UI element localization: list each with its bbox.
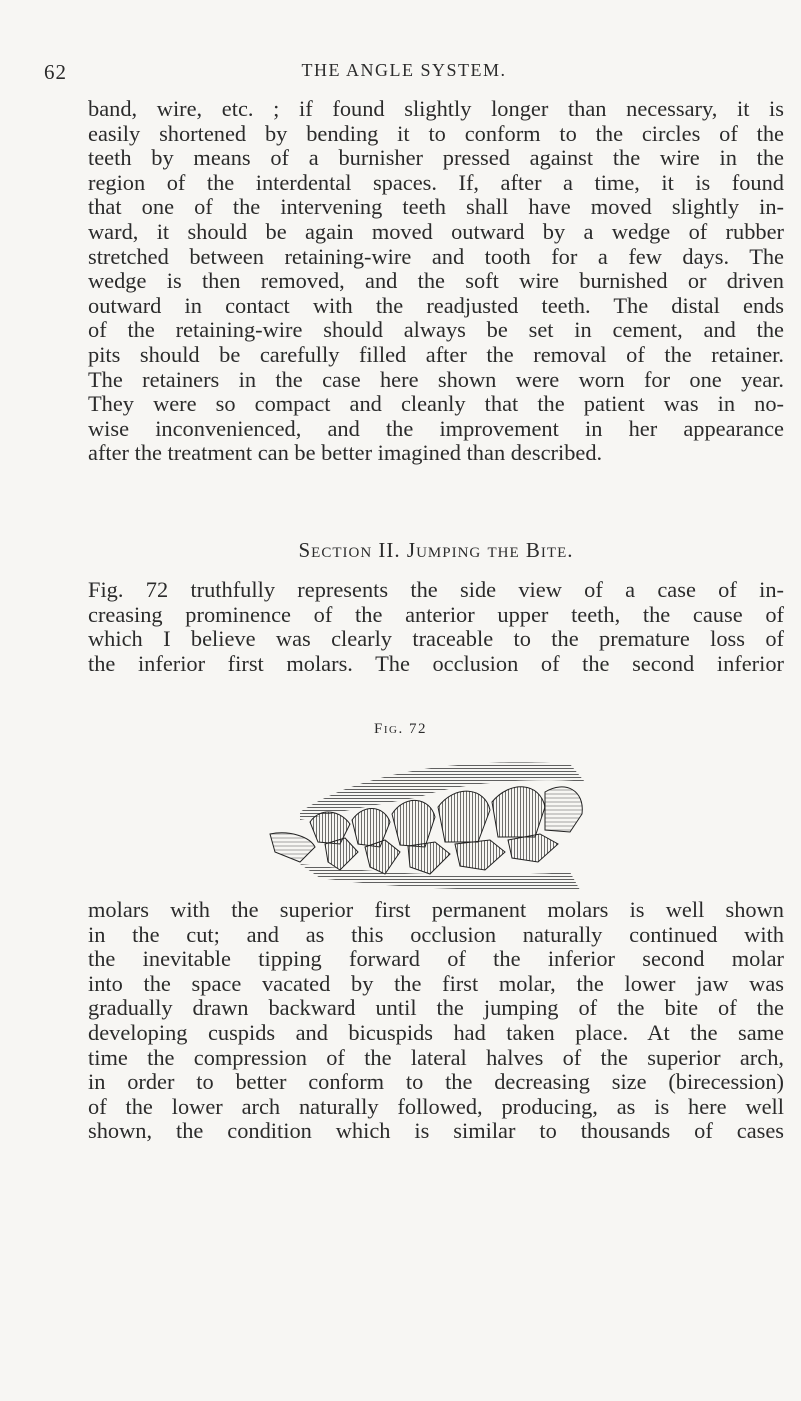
text-line: pits should be carefully filled after the removal of the retainer. <box>88 341 784 367</box>
upper-molar-shape <box>492 787 545 837</box>
text-line: after the treatment can be better imagined than described. <box>88 440 603 466</box>
text-line: developing cuspids and bicuspids had taken place. At the same <box>88 1019 784 1045</box>
text-line: gradually drawn backward until the jumping of the bite of the <box>88 995 784 1021</box>
text-line: wedge is then removed, and the soft wire burnished or driven <box>88 268 784 294</box>
upper-tooth-shape <box>392 800 435 847</box>
paragraph-1 <box>88 97 784 466</box>
text-line: creasing prominence of the anterior upper teeth, the cause of <box>88 601 784 627</box>
text-line: of the lower arch naturally followed, producing, as is here well <box>88 1093 784 1119</box>
teeth-engraving <box>240 752 590 892</box>
text-line: The retainers in the case here shown were worn for one year. <box>88 366 784 392</box>
text-line: the inevitable tipping forward of the inferior second molar <box>88 946 784 972</box>
section-heading: Section II. Jumping the Bite. <box>298 538 574 562</box>
text-line: shown, the condition which is similar to thousands of cases <box>88 1118 784 1144</box>
text-line: time the compression of the lateral halves of the superior arch, <box>88 1044 784 1070</box>
text-line: They were so compact and cleanly that the patient was in no- <box>88 391 784 417</box>
running-title: THE ANGLE SYSTEM. <box>301 60 507 80</box>
running-head <box>44 60 764 90</box>
lower-molar-shape <box>508 834 558 862</box>
text-line: of the retaining-wire should always be set in cement, and the <box>88 317 784 343</box>
text-line: Fig. 72 truthfully represents the side view of a case of in- <box>88 577 784 602</box>
text-line: wise inconvenienced, and the improvement in her appearance <box>88 415 784 441</box>
paragraph-3 <box>88 898 784 1144</box>
lower-tooth-shape <box>325 838 358 870</box>
text-line: region of the interdental spaces. If, after a time, it is found <box>88 169 784 195</box>
paragraph-2 <box>88 578 784 676</box>
text-line: which I believe was clearly traceable to the premature loss of <box>88 626 784 652</box>
text-line: teeth by means of a burnisher pressed against the wire in the <box>88 145 784 171</box>
text-line: in the cut; and as this occlusion naturally continued with <box>88 921 784 947</box>
text-line: into the space vacated by the first molar, the lower jaw was <box>88 970 784 996</box>
figure-72-dental-illustration <box>240 752 590 892</box>
text-line: in order to better conform to the decreasing size (birecession) <box>88 1069 784 1095</box>
text-line: outward in contact with the readjusted teeth. The distal ends <box>88 292 784 318</box>
text-line: ward, it should be again moved outward by a wedge of rubber <box>88 218 784 244</box>
upper-tooth-shape <box>438 791 490 842</box>
text-line: easily shortened by bending it to conform to the circles of the <box>88 120 784 146</box>
text-line: stretched between retaining-wire and tooth for a few days. The <box>88 243 784 269</box>
text-line: the inferior first molars. The occlusion of the second inferior <box>88 650 784 676</box>
lower-tooth-shape <box>408 842 450 874</box>
text-line: band, wire, etc. ; if found slightly longer than necessary, it is <box>88 96 784 121</box>
lower-tooth-shape <box>270 833 315 862</box>
lower-tooth-shape <box>365 840 400 874</box>
page-number: 62 <box>44 60 67 84</box>
figure-label: Fig. 72 <box>374 721 427 737</box>
text-line: molars with the superior first permanent molars is well shown <box>88 897 784 922</box>
text-line: that one of the intervening teeth shall have moved slightly in- <box>88 194 784 220</box>
upper-molar-shape <box>545 787 582 832</box>
lower-molar-shape <box>455 840 505 870</box>
